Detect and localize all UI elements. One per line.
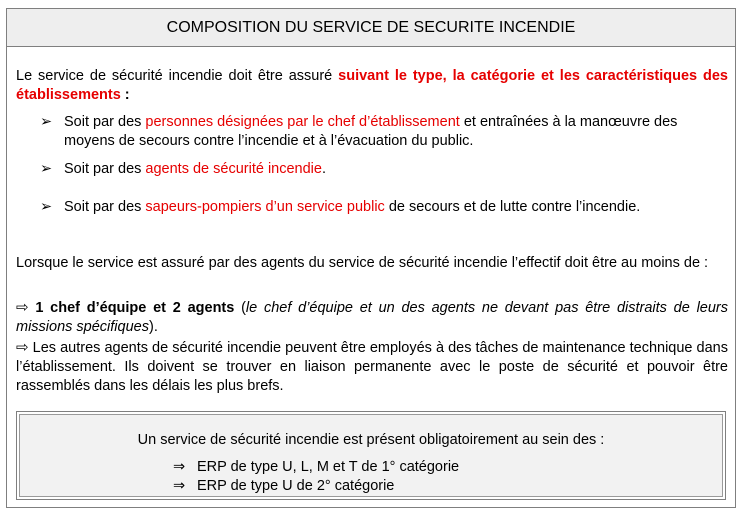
point-one-italic: le chef d’équipe et un des agents ne devant pas être distraits de leurs missions spécifiques (16, 300, 728, 335)
list-item (173, 477, 394, 496)
point-one-bold: 1 chef d’équipe et 2 agents (35, 300, 235, 316)
obligation-box-inner (19, 414, 723, 497)
obligation-box (16, 411, 726, 500)
effectif-paragraph: Lorsque le service est assuré par des agents du service de sécurité incendie l’effectif doit être au moins de : (16, 255, 709, 271)
bullet-suffix: et entraînées à la manœuvre des moyens de secours contre l’incendie et à l’évacuation du public. (64, 114, 678, 149)
point-one-close: ). (148, 319, 158, 335)
bullet-suffix: de secours et de lutte contre l’incendie. (384, 199, 641, 215)
bullet-highlight: sapeurs-pompiers d’un service public (145, 199, 385, 215)
point-one-open: ( (234, 300, 246, 316)
implies-arrow-icon: ⇒ (173, 478, 186, 494)
intro-highlight: suivant le type, la catégorie et les caractéristiques des établissements (16, 68, 728, 103)
outline-arrow-icon: ⇨ (16, 339, 29, 356)
bullet-prefix: Soit par des (64, 199, 146, 215)
bullet-suffix: . (321, 161, 326, 177)
outline-arrow-icon: ⇨ (16, 299, 29, 316)
intro-text: Le service de sécurité incendie doit être assuré (16, 68, 339, 84)
intro-suffix: : (120, 87, 130, 103)
bullet-prefix: Soit par des (64, 114, 146, 130)
intro-paragraph (16, 67, 728, 105)
box-item-label: ERP de type U de 2° catégorie (197, 478, 395, 494)
box-item-label: ERP de type U, L, M et T de 1° catégorie (197, 459, 460, 475)
point-two-text: Les autres agents de sécurité incendie peuvent être employés à des tâches de maintenance technique dans l’établissement. Ils doivent se trouver en liaison permanente avec le poste de sécurité et pouvoir être rassemblés dans les délais les plus brefs. (16, 340, 728, 394)
point-one (16, 298, 728, 337)
list-item (173, 458, 459, 477)
page-title: COMPOSITION DU SERVICE DE SECURITE INCENDIE (7, 9, 735, 47)
document-frame (6, 8, 736, 508)
bullet-highlight: agents de sécurité incendie (145, 161, 322, 177)
bullet-highlight: personnes désignées par le chef d’établissement (145, 114, 460, 130)
list-item (40, 198, 730, 217)
bullet-arrow-icon: ➢ (40, 161, 53, 177)
bullet-arrow-icon: ➢ (40, 199, 53, 215)
bullet-arrow-icon: ➢ (40, 114, 53, 130)
obligation-box-title: Un service de sécurité incendie est présent obligatoirement au sein des : (137, 432, 605, 448)
list-item (40, 160, 730, 179)
list-item (40, 113, 730, 151)
point-two (16, 338, 728, 396)
bullet-prefix: Soit par des (64, 161, 146, 177)
implies-arrow-icon: ⇒ (173, 459, 186, 475)
